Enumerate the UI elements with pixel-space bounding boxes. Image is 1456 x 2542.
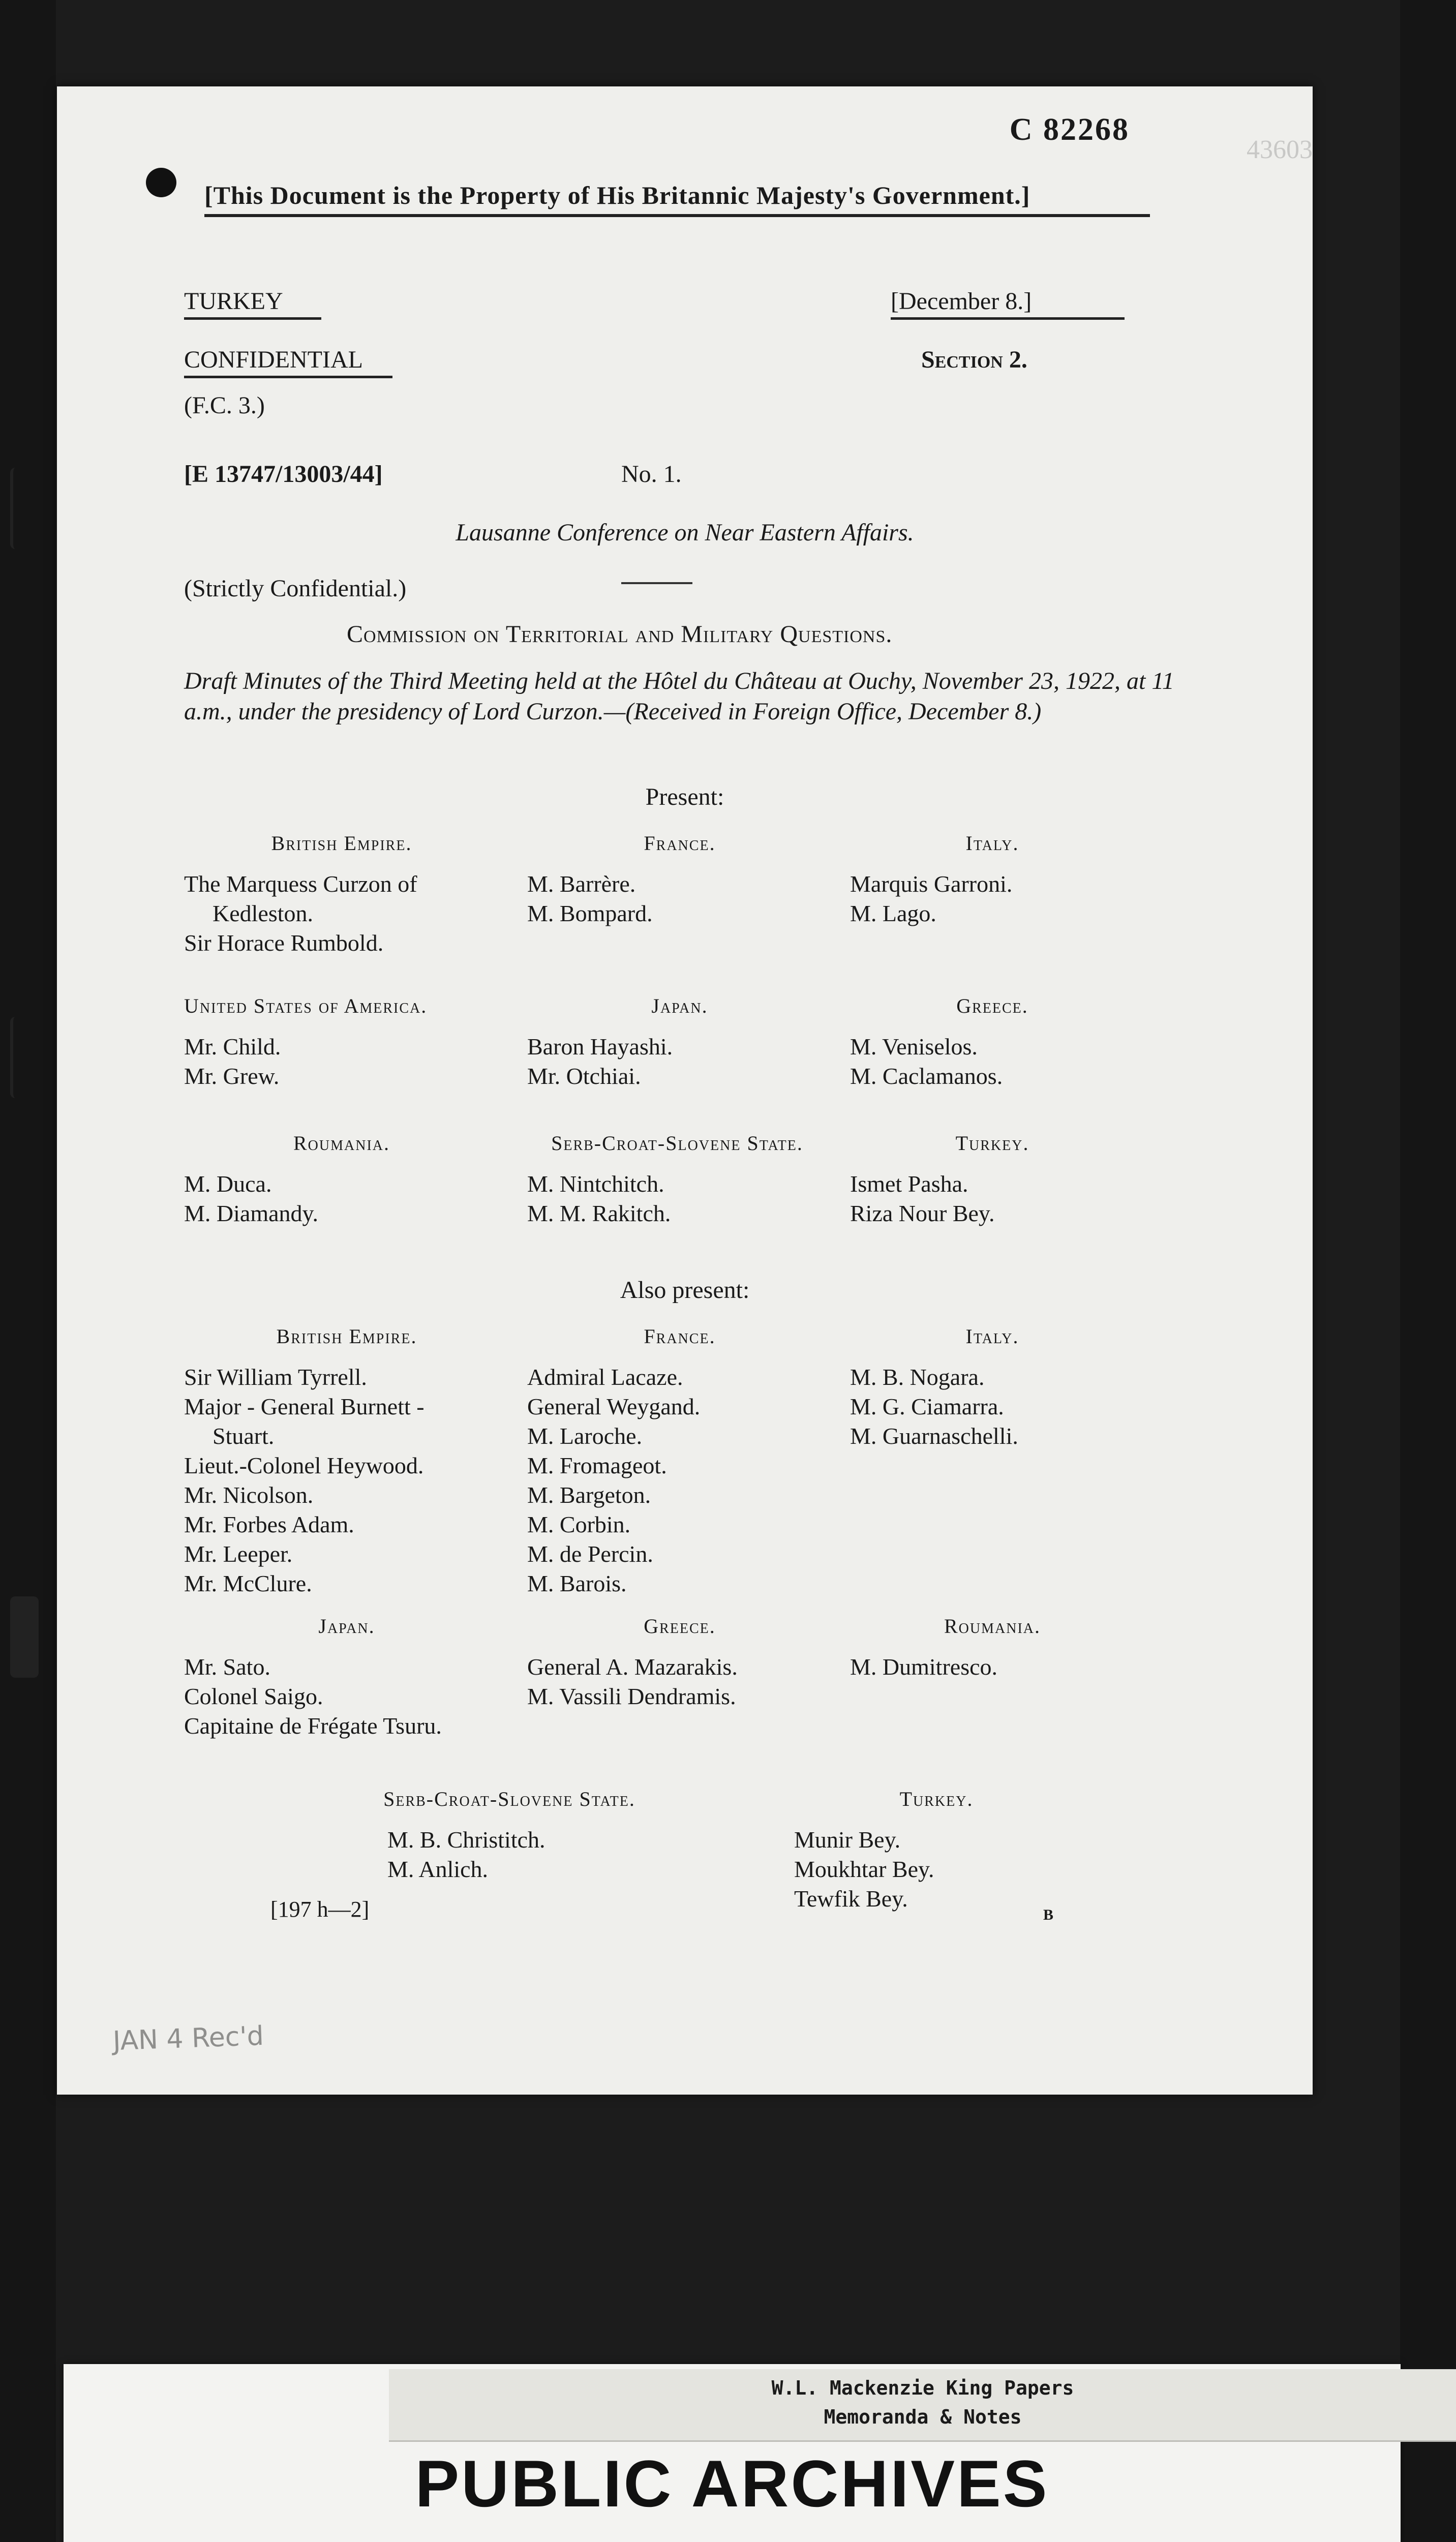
delegate-name: Mr. Otchiai.: [527, 1063, 641, 1089]
received-stamp: JAN 4 Rec'd: [112, 2020, 264, 2057]
also-roumania: [850, 1612, 1135, 1682]
delegate-name: M. Bargeton.: [527, 1482, 651, 1508]
property-header: [This Document is the Property of His Britannic Majesty's Government.]: [204, 180, 1150, 217]
footer-signature-mark: B: [1043, 1906, 1054, 1923]
delegate-name: Mr. Grew.: [184, 1063, 280, 1089]
delegate-name: Admiral Lacaze.: [527, 1364, 683, 1390]
delegate-name: Baron Hayashi.: [527, 1034, 673, 1060]
also-serb-croat-slovene: [331, 1784, 687, 1884]
delegate-name: M. Veniselos.: [850, 1034, 978, 1060]
delegate-name: Capitaine de Frégate Tsuru.: [184, 1713, 442, 1739]
present-france: [527, 829, 832, 928]
also-present-heading: Also present:: [620, 1277, 750, 1304]
delegate-name: General Weygand.: [527, 1394, 701, 1419]
punch-hole: [146, 168, 176, 197]
delegate-name: Mr. Child.: [184, 1034, 281, 1060]
conference-title: Lausanne Conference on Near Eastern Affairs.: [456, 519, 914, 546]
country-heading: Italy.: [965, 1325, 1019, 1348]
also-france: [527, 1322, 832, 1598]
present-serb-croat-slovene: [504, 1129, 850, 1228]
delegate-name: M. G. Ciamarra.: [850, 1394, 1004, 1419]
delegate-name: Mr. Nicolson.: [184, 1482, 314, 1508]
also-british-empire: [184, 1322, 509, 1598]
section-label: Section 2.: [921, 346, 1027, 373]
delegate-name: M. Barrère.: [527, 871, 636, 897]
delegate-name: M. Diamandy.: [184, 1200, 319, 1226]
also-japan: [184, 1612, 509, 1741]
delegate-name: Kedleston.: [213, 900, 314, 926]
strictly-confidential: (Strictly Confidential.): [184, 575, 407, 602]
card-label-line2: Memoranda & Notes: [824, 2406, 1022, 2428]
country-label: TURKEY: [184, 287, 321, 320]
delegate-name: M. Laroche.: [527, 1423, 643, 1449]
country-heading: Roumania.: [944, 1615, 1041, 1638]
delegate-name: M. Guarnaschelli.: [850, 1423, 1018, 1449]
footer-code: [197 h—2]: [270, 1897, 370, 1922]
country-heading: Turkey.: [899, 1788, 974, 1810]
film-edge-left: [0, 0, 56, 2542]
present-usa: [184, 991, 509, 1091]
country-heading: Italy.: [965, 832, 1019, 855]
delegate-name: Tewfik Bey.: [794, 1886, 908, 1912]
delegate-name: M. Vassili Dendramis.: [527, 1683, 736, 1709]
delegate-name: Major - General Burnett -: [184, 1394, 424, 1419]
delegate-name: Sir William Tyrrell.: [184, 1364, 367, 1390]
country-heading: France.: [644, 832, 716, 855]
present-roumania: [184, 1129, 499, 1228]
doc-number: C 82268: [1009, 112, 1130, 147]
delegate-name: Riza Nour Bey.: [850, 1200, 995, 1226]
country-heading: Roumania.: [293, 1132, 390, 1155]
country-heading: Greece.: [956, 994, 1028, 1017]
delegate-name: M. B. Nogara.: [850, 1364, 985, 1390]
also-turkey: [794, 1784, 1079, 1914]
delegate-name: M. Corbin.: [527, 1511, 631, 1537]
country-heading: British Empire.: [276, 1325, 417, 1348]
delegate-name: Mr. Sato.: [184, 1654, 270, 1680]
present-turkey: [850, 1129, 1135, 1228]
delegate-name: M. Nintchitch.: [527, 1171, 664, 1197]
country-heading: British Empire.: [271, 832, 412, 855]
binder-clip-2: [10, 1017, 39, 1098]
delegate-name: M. Barois.: [527, 1570, 627, 1596]
present-heading: Present:: [645, 783, 724, 810]
delegate-name: M. M. Rakitch.: [527, 1200, 671, 1226]
delegate-name: M. Fromageot.: [527, 1452, 667, 1478]
present-japan: [527, 991, 832, 1091]
country-heading: Serb-Croat-Slovene State.: [551, 1132, 803, 1155]
delegate-name: Mr. McClure.: [184, 1570, 312, 1596]
delegate-name: M. B. Christitch.: [387, 1827, 545, 1853]
present-greece: [850, 991, 1135, 1091]
delegate-name: Mr. Leeper.: [184, 1541, 293, 1567]
country-heading: France.: [644, 1325, 716, 1348]
country-heading: Japan.: [318, 1615, 375, 1638]
ghost-number: 43603: [1247, 135, 1313, 164]
country-heading: Japan.: [651, 994, 708, 1017]
country-heading: Greece.: [644, 1615, 716, 1638]
present-italy: [850, 829, 1135, 928]
binder-clip-1: [10, 468, 39, 549]
delegate-name: Moukhtar Bey.: [794, 1856, 934, 1882]
country-heading: Serb-Croat-Slovene State.: [383, 1788, 635, 1810]
commission-title: Commission on Territorial and Military Questions.: [347, 621, 893, 648]
card-title-english: PUBLIC ARCHIVES: [415, 2446, 1049, 2521]
delegate-name: M. Bompard.: [527, 900, 653, 926]
also-italy: [850, 1322, 1135, 1451]
document-page: [57, 86, 1313, 2095]
delegate-name: Munir Bey.: [794, 1827, 901, 1853]
also-greece: [527, 1612, 832, 1711]
divider-rule: [621, 582, 692, 584]
delegate-name: Marquis Garroni.: [850, 871, 1013, 897]
film-edge-right: [1400, 0, 1456, 2542]
delegate-name: General A. Mazarakis.: [527, 1654, 738, 1680]
reference-number: [E 13747/13003/44]: [184, 461, 383, 488]
binder-clip-3: [10, 1596, 39, 1678]
delegate-name: M. Anlich.: [387, 1856, 489, 1882]
delegate-name: M. Lago.: [850, 900, 936, 926]
delegate-name: M. Dumitresco.: [850, 1654, 998, 1680]
delegate-name: Sir Horace Rumbold.: [184, 930, 384, 956]
delegate-name: The Marquess Curzon of: [184, 871, 417, 897]
delegate-name: Stuart.: [213, 1423, 275, 1449]
delegate-name: M. Caclamanos.: [850, 1063, 1003, 1089]
card-label-line1: W.L. Mackenzie King Papers: [771, 2377, 1074, 2399]
archives-card: [64, 2364, 1401, 2542]
date-label: [December 8.]: [891, 287, 1125, 320]
present-british-empire: [184, 829, 499, 958]
delegate-name: Ismet Pasha.: [850, 1171, 968, 1197]
country-heading: United States of America.: [184, 994, 428, 1017]
delegate-name: Mr. Forbes Adam.: [184, 1511, 354, 1537]
classification: CONFIDENTIAL: [184, 346, 392, 378]
fc-label: (F.C. 3.): [184, 392, 265, 419]
delegate-name: M. de Percin.: [527, 1541, 653, 1567]
delegate-name: M. Duca.: [184, 1171, 272, 1197]
delegate-name: Colonel Saigo.: [184, 1683, 323, 1709]
delegate-name: Lieut.-Colonel Heywood.: [184, 1452, 424, 1478]
minutes-title: Draft Minutes of the Third Meeting held at the Hôtel du Château at Ouchy, November 23, 1922, at 11 a.m., under the presidency of Lord Curzon.—(Received in Foreign Office, December 8.): [184, 668, 1174, 725]
country-heading: Turkey.: [955, 1132, 1029, 1155]
item-number: No. 1.: [621, 461, 682, 488]
